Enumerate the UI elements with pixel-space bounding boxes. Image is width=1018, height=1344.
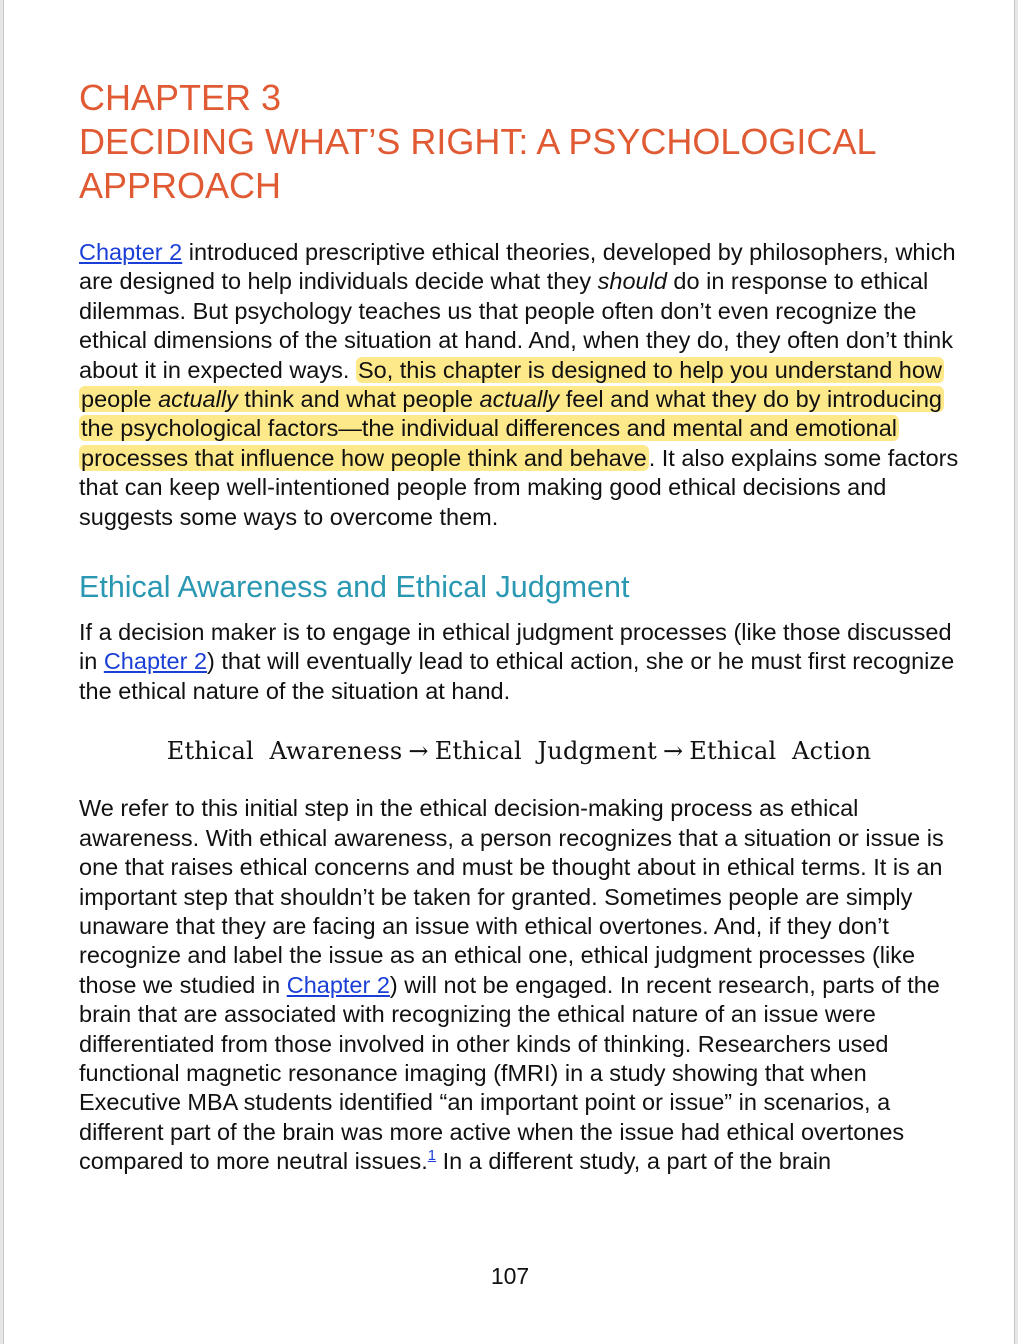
equation-term-awareness: Ethical Awareness [166,737,403,766]
document-page [3,0,1015,1344]
section-paragraph [79,618,959,706]
highlight-text-b: think and what people [237,386,480,413]
equation-term-judgment: Ethical Judgment [434,737,657,766]
chapter-2-link-2[interactable]: Chapter 2 [103,648,208,675]
highlight-emphasis-actually-2: actually [479,386,560,413]
intro-text-1: introduced prescriptive ethical theories, developed by philosophers, which are designed to help individuals decide what they [79,239,956,295]
awareness-paragraph [79,794,959,1176]
chapter-title-line-2: APPROACH [79,165,282,206]
page-content [79,76,959,1177]
section-text-a: If a decision maker is to engage in ethical judgment processes (like those discussed in [79,619,952,675]
intro-text-2: do in response to ethical dilemmas. But psychology teaches us that people often don’t even recognize the ethical dimensions of the situation at hand. And, when they do, they often don’t think about it in expected ways. [79,268,953,383]
footnote-1-link[interactable]: 1 [427,1147,437,1165]
intro-emphasis-should: should [597,268,667,295]
chapter-number: CHAPTER 3 [79,77,282,118]
chapter-2-link-3[interactable]: Chapter 2 [286,971,390,998]
page-number: 107 [490,1263,530,1289]
highlight-text-c: feel and what they do by introducing the psychological factors—the individual differences and mental and emotional processes that influence how people think and behave [81,386,942,471]
awareness-text-c: In a different study, a part of the brain [436,1148,832,1175]
highlight-text-a: So, this chapter is designed to help you understand how people [81,356,942,413]
chapter-title [79,76,959,208]
intro-paragraph [79,238,959,532]
intro-text-3: . It also explains some factors that can keep well-intentioned people from making good ethical decisions and suggests some ways to overcome them. [79,444,959,530]
section-heading: Ethical Awareness and Ethical Judgment [79,570,630,605]
chapter-title-line-1: DECIDING WHAT’S RIGHT: A PSYCHOLOGICAL [79,121,877,162]
awareness-text-a: We refer to this initial step in the ethical decision-making process as ethical awareness. With ethical awareness, a person recognizes that a situation or issue is one that raises ethical concerns and must be thought about in ethical terms. It is an important step that shouldn’t be taken for granted. Sometimes people are simply unaware that they are facing an issue with ethical overtones. And, if they don’t recognize and label the issue as an ethical one, ethical judgment processes (like those we studied in [79,795,944,998]
awareness-text-b: ) will not be engaged. In recent research, parts of the brain that are associated with recognizing the ethical nature of an issue were differentiated from those involved in other kinds of thinking. Researchers used functional magnetic resonance imaging (fMRI) in a study showing that when Executive MBA students identified “an important point or issue” in scenarios, a different part of the brain was more active when the issue had ethical overtones compared to more neutral issues. [79,971,940,1175]
section-text-b: ) that will eventually lead to ethical action, she or he must first recognize the ethical nature of the situation at hand. [79,648,955,704]
ethical-process-equation [79,736,959,766]
arrow-icon: → [408,737,429,766]
equation-term-action: Ethical Action [689,737,872,766]
arrow-icon: → [662,737,684,766]
highlight-emphasis-actually-1: actually [158,386,238,413]
chapter-2-link[interactable]: Chapter 2 [79,239,183,265]
